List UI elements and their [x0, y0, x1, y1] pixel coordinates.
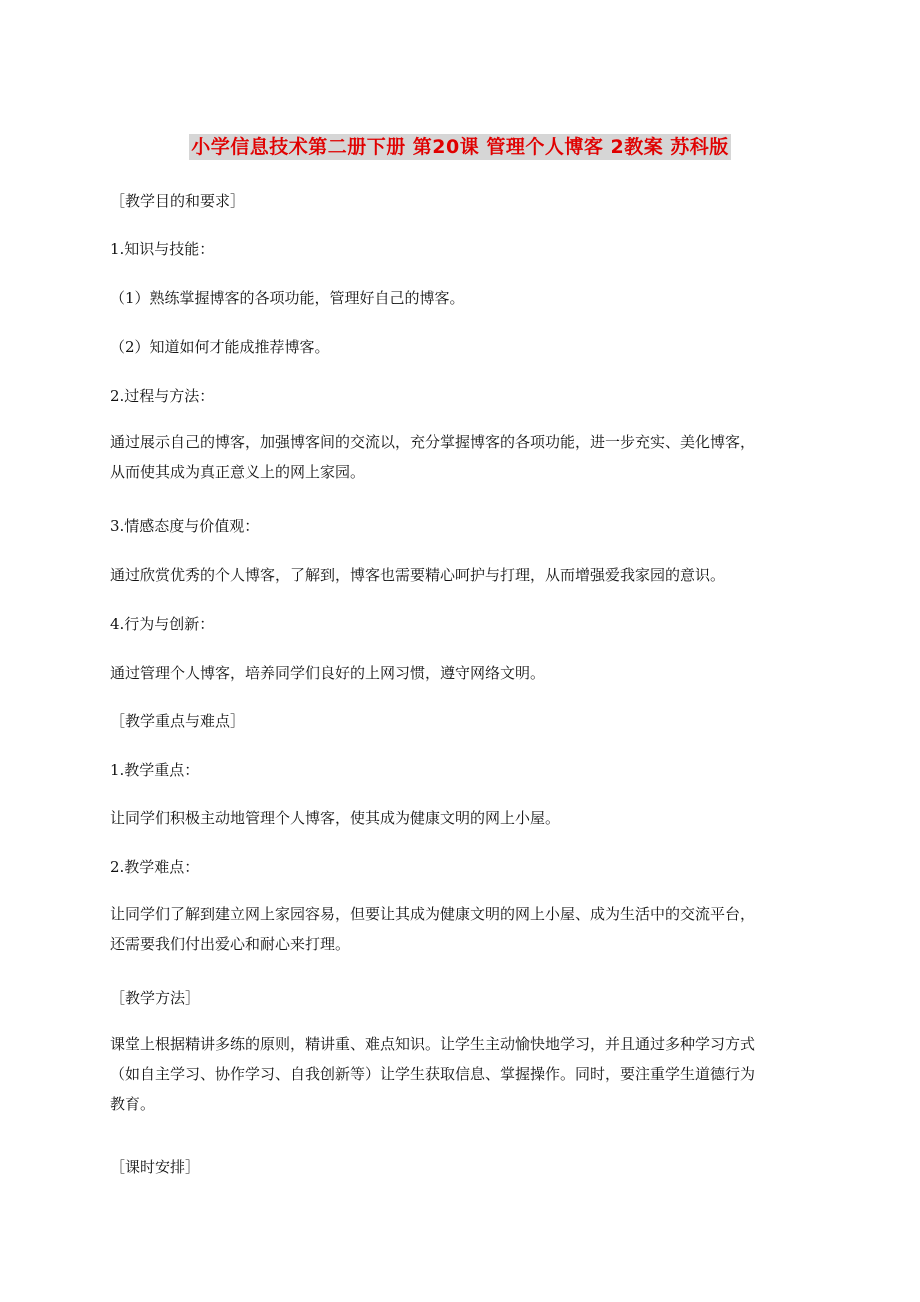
- difficult-point-heading: 2.教学难点：: [110, 858, 200, 876]
- methods-text-line-3: 教育。: [110, 1095, 156, 1113]
- section-heading-methods: ［教学方法］: [110, 989, 201, 1007]
- key-point-heading: 1.教学重点：: [110, 761, 200, 779]
- difficult-point-paragraph: [110, 899, 810, 959]
- knowledge-heading: 1.知识与技能：: [110, 240, 215, 258]
- key-point-text: 让同学们积极主动地管理个人博客，使其成为健康文明的网上小屋。: [110, 809, 561, 827]
- process-paragraph: [110, 427, 810, 487]
- section-heading-schedule: ［课时安排］: [110, 1158, 201, 1176]
- process-heading: 2.过程与方法：: [110, 387, 215, 405]
- difficult-text-line-2: 还需要我们付出爱心和耐心来打理。: [110, 935, 351, 953]
- knowledge-item-1: （1）熟练掌握博客的各项功能，管理好自己的博客。: [110, 289, 465, 307]
- methods-text-line-1: 课堂上根据精讲多练的原则，精讲重、难点知识。让学生主动愉快地学习，并且通过多种学习方式: [110, 1035, 756, 1053]
- emotion-heading: 3.情感态度与价值观：: [110, 517, 260, 535]
- behavior-heading: 4.行为与创新：: [110, 615, 215, 633]
- document-title: 小学信息技术第二册下册 第20课 管理个人博客 2教案 苏科版: [191, 136, 729, 158]
- knowledge-item-2: （2）知道如何才能成推荐博客。: [110, 338, 330, 356]
- title-wrapper: [0, 134, 920, 160]
- behavior-text: 通过管理个人博客，培养同学们良好的上网习惯，遵守网络文明。: [110, 664, 546, 682]
- section-heading-key-points: ［教学重点与难点］: [110, 712, 246, 730]
- process-text-line-1: 通过展示自己的博客，加强博客间的交流以，充分掌握博客的各项功能，进一步充实、美化博客，: [110, 433, 756, 451]
- difficult-text-line-1: 让同学们了解到建立网上家园容易，但要让其成为健康文明的网上小屋、成为生活中的交流平台，: [110, 905, 756, 923]
- methods-paragraph: [110, 1029, 810, 1119]
- emotion-text: 通过欣赏优秀的个人博客，了解到，博客也需要精心呵护与打理，从而增强爱我家园的意识。: [110, 566, 726, 584]
- section-heading-objectives: ［教学目的和要求］: [110, 192, 246, 210]
- methods-text-line-2: （如自主学习、协作学习、自我创新等）让学生获取信息、掌握操作。同时，要注重学生道德行为: [110, 1065, 756, 1083]
- process-text-line-2: 从而使其成为真正意义上的网上家园。: [110, 463, 366, 481]
